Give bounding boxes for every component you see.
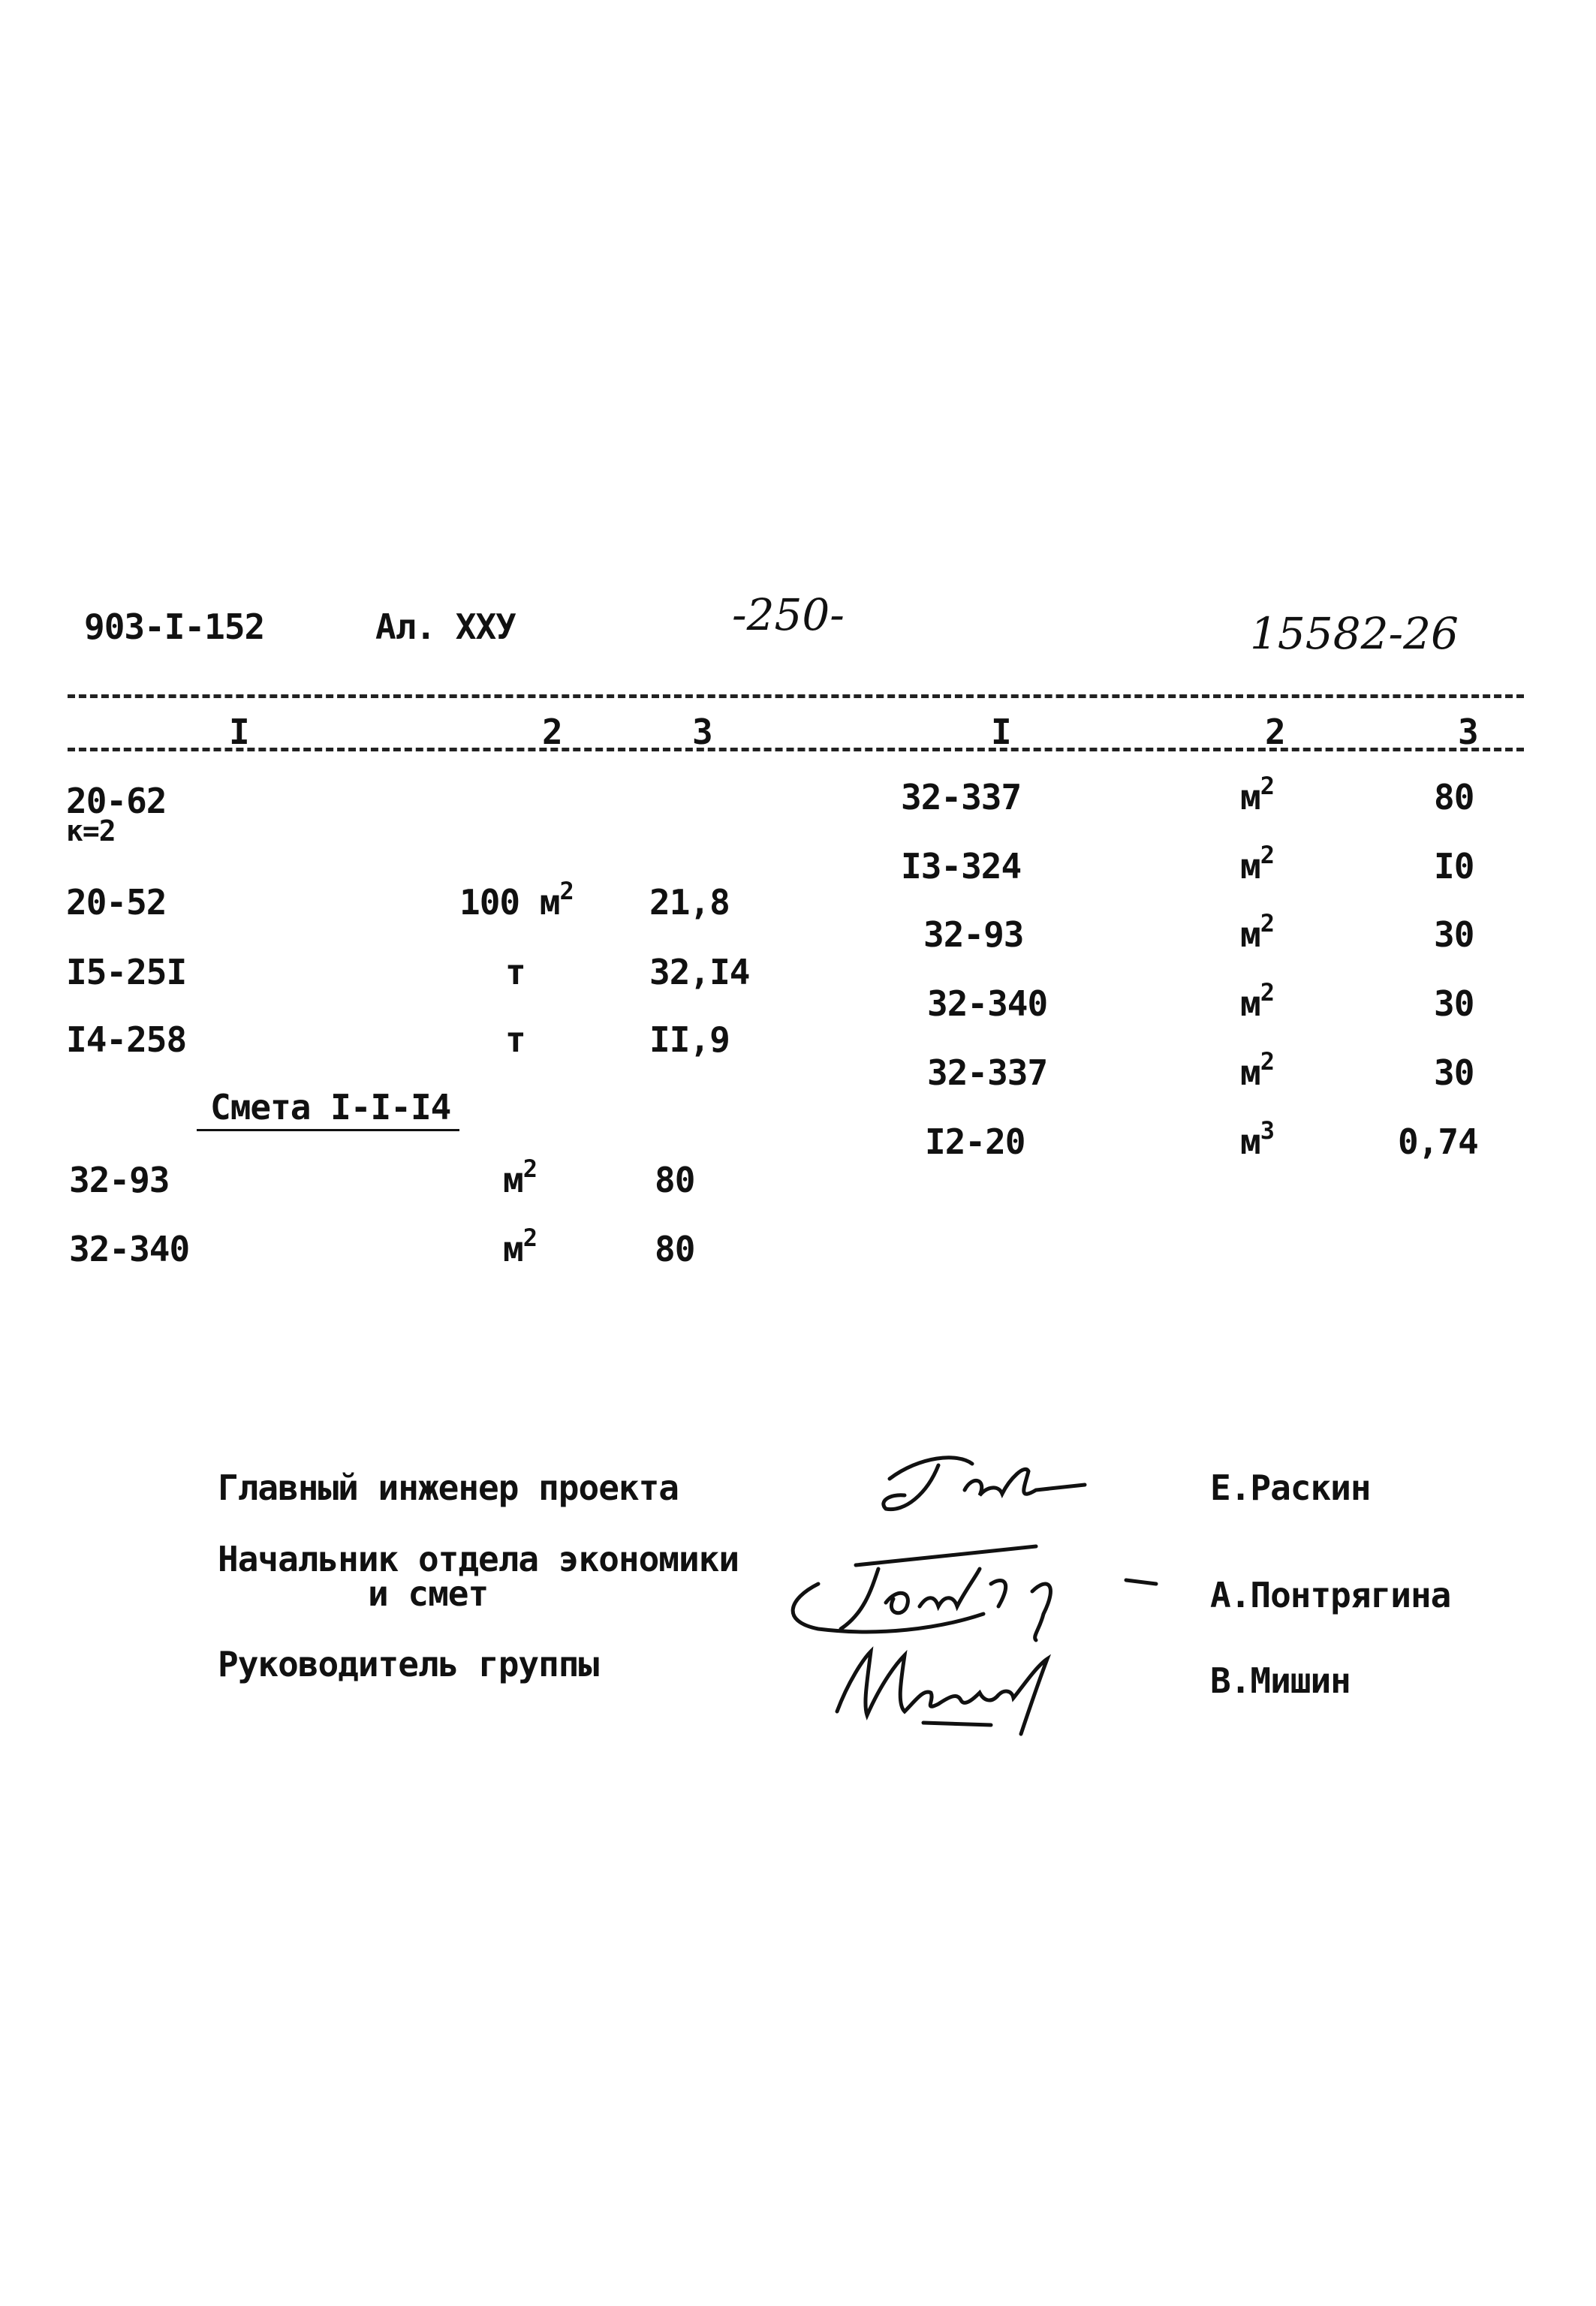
right-row-unit: [1240, 978, 1274, 1024]
signature-pontryagina: [773, 1524, 1164, 1644]
signature-raskin: [875, 1449, 1092, 1531]
role-group-lead: Руководитель группы: [218, 1644, 599, 1684]
header-rule-top: [68, 694, 1524, 698]
left-row-code: 20-62: [66, 781, 167, 821]
right-row-code: 32-337: [901, 777, 1022, 817]
left-row-code: I5-25I: [66, 952, 187, 992]
name-chief-engineer: Е.Раскин: [1210, 1468, 1371, 1508]
left-row-unit: т: [505, 952, 525, 992]
header-rule-bottom: [68, 748, 1524, 751]
right-col-2-header: 2: [1265, 712, 1285, 752]
unit-base: м: [1240, 846, 1260, 887]
unit-base: м: [1240, 983, 1260, 1024]
right-row-qty: I0: [1434, 846, 1474, 887]
role-head-economics: Начальник отдела экономики: [218, 1539, 739, 1579]
right-row-code: I3-324: [901, 846, 1022, 887]
right-row-qty: 0,74: [1398, 1121, 1478, 1162]
role-head-economics-line2: и смет: [368, 1573, 489, 1614]
signature-mishin: [811, 1629, 1074, 1742]
unit-exponent: 2: [522, 1155, 537, 1183]
left-row-note: к=2: [66, 814, 116, 847]
unit-exponent: 2: [1260, 978, 1274, 1007]
unit-base: м: [1240, 1052, 1260, 1093]
left-row-unit: [503, 1224, 537, 1269]
right-row-code: 32-93: [923, 914, 1024, 955]
right-col-3-header: 3: [1458, 712, 1478, 752]
left-row-code: 32-93: [69, 1160, 170, 1200]
page-number: -250-: [732, 589, 845, 640]
right-row-unit: [1240, 1047, 1274, 1093]
left-row-unit: [503, 1155, 537, 1200]
left-row-qty: 80: [655, 1229, 695, 1269]
role-chief-engineer: Главный инженер проекта: [218, 1468, 679, 1508]
left-row-code: 20-52: [66, 882, 167, 923]
unit-exponent: 2: [1260, 909, 1274, 938]
unit-base: м: [503, 1229, 523, 1269]
right-row-unit: [1240, 909, 1274, 955]
right-row-code: 32-340: [927, 983, 1048, 1024]
right-row-unit: [1240, 772, 1274, 817]
unit-exponent: 2: [1260, 841, 1274, 869]
right-row-code: 32-337: [927, 1052, 1048, 1093]
left-col-1-header: I: [229, 712, 249, 752]
left-col-2-header: 2: [542, 712, 562, 752]
unit-base: м: [1240, 914, 1260, 955]
unit-base: м: [1240, 1121, 1260, 1162]
name-head-economics: А.Понтрягина: [1210, 1575, 1451, 1615]
left-row-qty: 32,I4: [649, 952, 750, 992]
unit-base: м: [1240, 777, 1260, 817]
unit-base: м: [503, 1160, 523, 1200]
left-row-code: I4-258: [66, 1019, 187, 1060]
left-row-unit: [459, 877, 574, 923]
unit-exponent: 3: [1260, 1116, 1274, 1145]
name-group-lead: В.Мишин: [1210, 1660, 1351, 1701]
left-col-3-header: 3: [692, 712, 712, 752]
left-row-unit: т: [505, 1019, 525, 1060]
series-number: 903-I-152: [84, 607, 265, 647]
unit-exponent: 2: [1260, 772, 1274, 800]
right-row-qty: 30: [1434, 914, 1474, 955]
smeta-title: Смета I-I-I4: [197, 1087, 459, 1131]
unit-base: 100 м: [459, 882, 560, 923]
right-row-unit: [1240, 841, 1274, 887]
left-row-qty: 80: [655, 1160, 695, 1200]
album-number: Ал. XXУ: [375, 607, 516, 647]
unit-exponent: 2: [1260, 1047, 1274, 1076]
right-row-qty: 30: [1434, 983, 1474, 1024]
right-row-qty: 80: [1434, 777, 1474, 817]
left-row-code: 32-340: [69, 1229, 190, 1269]
right-col-1-header: I: [991, 712, 1011, 752]
left-row-qty: 21,8: [649, 882, 730, 923]
unit-exponent: 2: [522, 1224, 537, 1252]
right-row-qty: 30: [1434, 1052, 1474, 1093]
right-row-unit: [1240, 1116, 1274, 1162]
unit-exponent: 2: [559, 877, 574, 905]
right-row-code: I2-20: [925, 1121, 1025, 1162]
document-number: 15582-26: [1250, 608, 1459, 659]
left-row-qty: II,9: [649, 1019, 730, 1060]
